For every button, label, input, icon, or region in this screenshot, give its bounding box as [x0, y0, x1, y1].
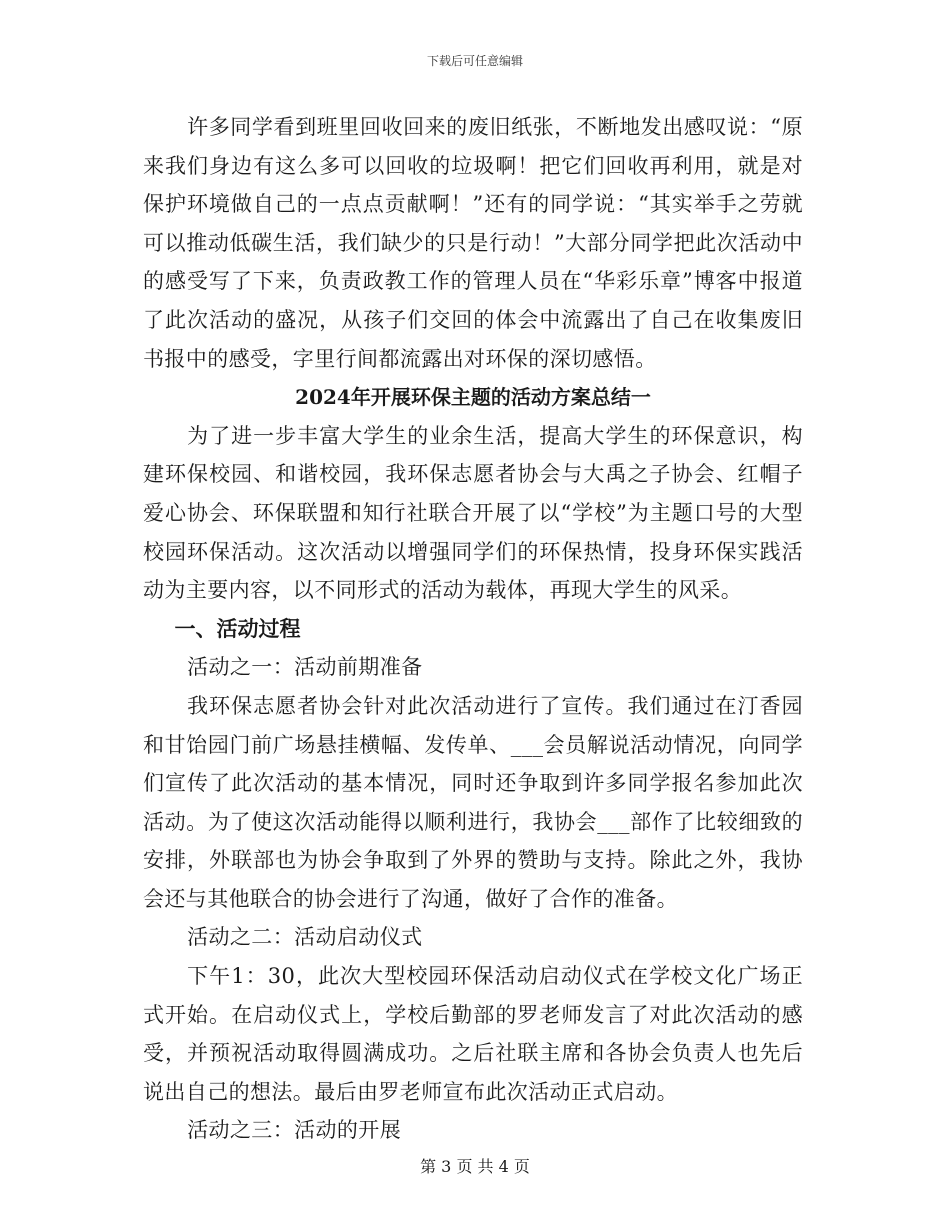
- subheading-activities: 活动之三：活动的开展: [187, 1118, 402, 1143]
- subheading-launch: 活动之二：活动启动仪式: [187, 925, 423, 950]
- paragraph-intro: 为了进一步丰富大学生的业余生活，提高大学生的环保意识，构建环保校园、和谐校园，我环保志愿者协会与大禹之子协会、红帽子爱心协会、环保联盟和知行社联合开展了以“学校”为主题口号的大型校园环保活动。这次活动以增强同学们的环保热情，投身环保实践活动为主要内容，以不同形式的活动为载体，再现大学生的风采。: [143, 423, 803, 603]
- subheading-preparation: 活动之一：活动前期准备: [187, 655, 423, 680]
- document-body: [143, 108, 803, 1150]
- section-heading-process: 一、活动过程: [174, 615, 301, 641]
- paragraph-preparation: 我环保志愿者协会针对此次活动进行了宣传。我们通过在汀香园和甘饴园门前广场悬挂横幅、发传单、___会员解说活动情况，向同学们宣传了此次活动的基本情况，同时还争取到许多同学报名参加此次活动。为了使这次活动能得以顺利进行，我协会___部作了比较细致的安排，外联部也为协会争取到了外界的赞助与支持。除此之外，我协会还与其他联合的协会进行了沟通，做好了合作的准备。: [143, 693, 803, 911]
- page-number: 第 3 页 共 4 页: [420, 1157, 530, 1176]
- paragraph-feedback: 许多同学看到班里回收回来的废旧纸张，不断地发出感叹说：“原来我们身边有这么多可以回收的垃圾啊！把它们回收再利用，就是对保护环境做自己的一点点贡献啊！”还有的同学说：“其实举手之劳就可以推动低碳生活，我们缺少的只是行动！”大部分同学把此次活动中的感受写了下来，负责政教工作的管理人员在“华彩乐章”博客中报道了此次活动的盛况，从孩子们交回的体会中流露出了自己在收集废旧书报中的感受，字里行间都流露出对环保的深切感悟。: [143, 115, 803, 371]
- header-note: 下载后可任意编辑: [426, 54, 523, 68]
- document-title: 2024年开展环保主题的活动方案总结一: [295, 385, 651, 410]
- paragraph-launch: 下午1：30，此次大型校园环保活动启动仪式在学校文化广场正式开始。在启动仪式上，学校后勤部的罗老师发言了对此次活动的感受，并预祝活动取得圆满成功。之后社联主席和各协会负责人也先后说出自己的想法。最后由罗老师宣布此次活动正式启动。: [143, 964, 803, 1104]
